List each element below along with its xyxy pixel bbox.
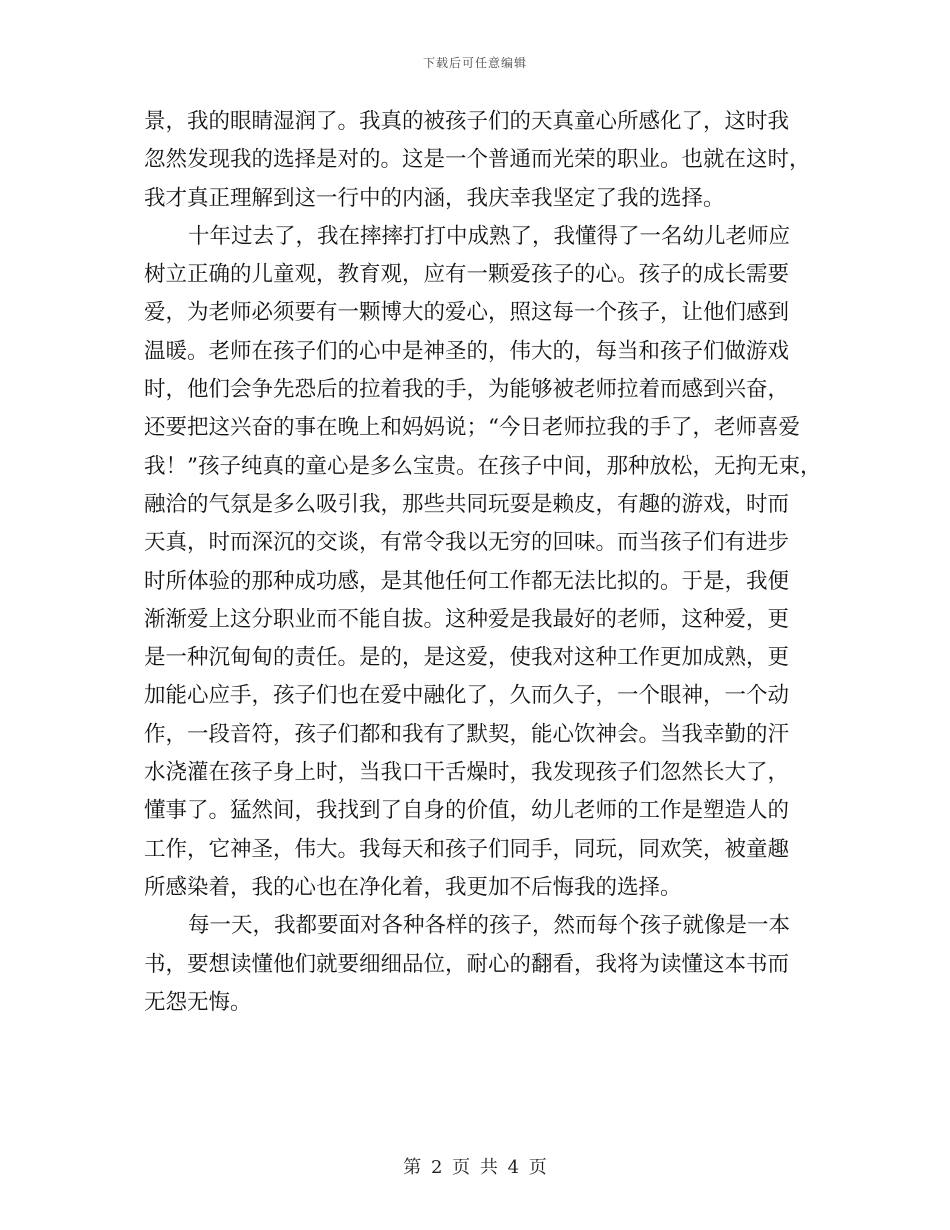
text-line: 融洽的气氛是多么吸引我，那些共同玩耍是赖皮，有趣的游戏，时而 — [144, 491, 790, 517]
text-line: 天真，时而深沉的交谈，有常令我以无穷的回味。而当孩子们有进步 — [144, 530, 790, 556]
text-line: 我！”孩子纯真的童心是多么宝贵。在孩子中间，那种放松，无拘无束， — [144, 453, 822, 479]
text-line: 水浇灌在孩子身上时，当我口干舌燥时，我发现孩子们忽然长大了， — [144, 760, 790, 786]
text-line: 每一天，我都要面对各种各样的孩子，然而每个孩子就像是一本 — [188, 913, 791, 939]
text-line: 渐渐爱上这分职业而不能自拔。这种爱是我最好的老师，这种爱，更 — [144, 606, 790, 632]
text-line: 爱，为老师必须要有一颗博大的爱心，照这每一个孩子，让他们感到 — [144, 300, 790, 326]
text-line: 加能心应手，孩子们也在爱中融化了，久而久子，一个眼神，一个动 — [144, 683, 790, 709]
text-line: 我才真正理解到这一行中的内涵，我庆幸我坚定了我的选择。 — [144, 185, 725, 211]
text-line: 忽然发现我的选择是对的。这是一个普通而光荣的职业。也就在这时， — [144, 147, 811, 173]
text-line: 树立正确的儿童观，教育观，应有一颗爱孩子的心。孩子的成长需要 — [144, 262, 790, 288]
page-footer: 第 2 页 共 4 页 — [403, 1157, 547, 1178]
paragraph — [144, 907, 824, 1022]
paragraph — [144, 103, 824, 218]
text-line: 工作，它神圣，伟大。我每天和孩子们同手，同玩，同欢笑，被童趣 — [144, 836, 790, 862]
paragraph — [144, 218, 824, 907]
text-line: 书，要想读懂他们就要细细品位，耐心的翻看，我将为读懂这本书而 — [144, 951, 790, 977]
text-line: 景，我的眼睛湿润了。我真的被孩子们的天真童心所感化了，这时我 — [144, 109, 790, 134]
text-line: 无怨无悔。 — [144, 989, 252, 1015]
text-line: 懂事了。猛然间，我找到了自身的价值，幼儿老师的工作是塑造人的 — [144, 798, 790, 824]
text-line: 所感染着，我的心也在净化着，我更加不后悔我的选择。 — [144, 874, 682, 900]
text-line: 时所体验的那种成功感，是其他任何工作都无法比拟的。于是，我便 — [144, 568, 790, 594]
text-line: 时，他们会争先恐后的拉着我的手，为能够被老师拉着而感到兴奋， — [144, 377, 790, 403]
text-line: 作，一段音符，孩子们都和我有了默契，能心饮神会。当我幸勤的汗 — [144, 721, 790, 747]
text-line: 十年过去了，我在摔摔打打中成熟了，我懂得了一名幼儿老师应 — [188, 223, 791, 249]
text-line: 温暖。老师在孩子们的心中是神圣的，伟大的，每当和孩子们做游戏 — [144, 338, 790, 364]
text-line: 是一种沉甸甸的责任。是的，是这爱，使我对这种工作更加成熟，更 — [144, 645, 790, 671]
document-body — [144, 103, 824, 1022]
page-header: 下载后可任意编辑 — [422, 56, 527, 70]
text-line: 还要把这兴奋的事在晚上和妈妈说；“今日老师拉我的手了，老师喜爱 — [144, 415, 800, 441]
